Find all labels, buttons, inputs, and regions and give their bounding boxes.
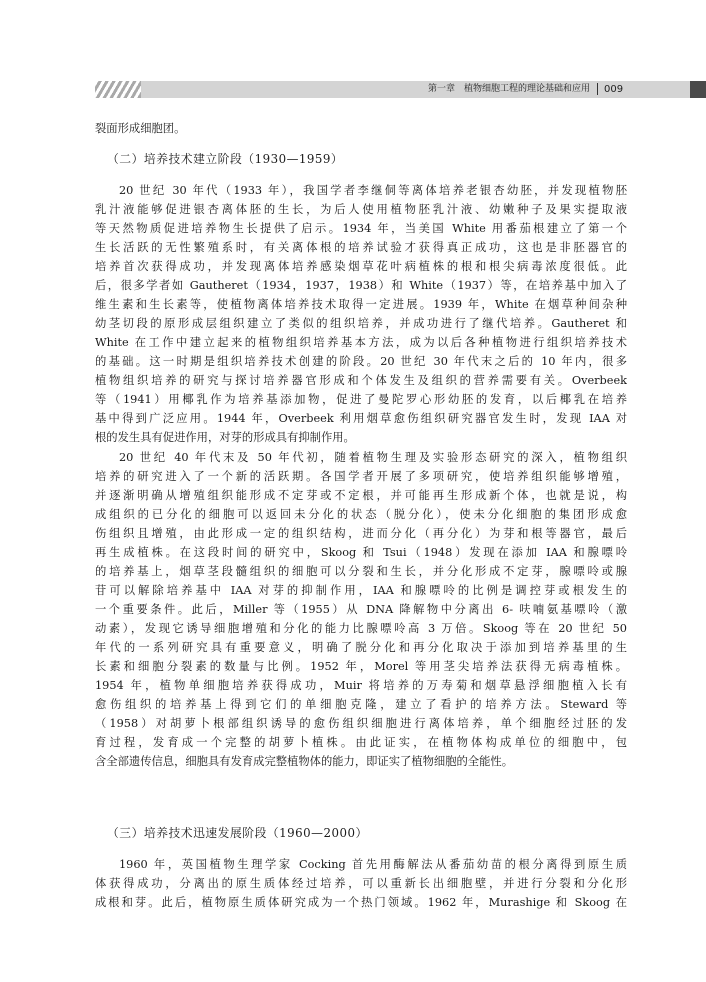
section2-paragraph-1: [95, 181, 627, 447]
text-line: 育过程，发育成一个完整的胡萝卜植株。由此证实，在植物体构成单位的细胞中，包: [95, 736, 627, 749]
text-line: 年代的一系列研究具有重要意义，明确了脱分化和再分化取决于添加到培养基里的生: [95, 641, 627, 654]
text-line: 根的发生具有促进作用，对芽的形成具有抑制作用。: [95, 431, 355, 444]
text-line: （1958）对胡萝卜根部组织诱导的愈伤组织细胞进行离体培养，单个细胞经过胚的发: [95, 717, 627, 730]
intro-paragraph: [95, 119, 627, 138]
text-line: 后，很多学者如 Gautheret（1934，1937，1938）和 White（1937）等，在培养基中加入了: [95, 279, 627, 292]
text-line: 1960 年，英国植物生理学家 Cocking 首先用酶解法从番茄幼苗的根分离得到原生质: [119, 858, 627, 871]
section-heading-2: [95, 150, 627, 169]
text-line: 成根和芽。此后，植物原生质体研究成为一个热门领域。1962 年，Murashige 和 Skoog 在: [95, 896, 627, 909]
text-line: 等天然物质促进培养物生长提供了启示。1934 年，当美国 White 用番茄根建立了第一个: [95, 222, 627, 235]
text-line: 1954 年，植物单细胞培养获得成功，Muir 将培养的万寿菊和烟草悬浮细胞植入长有: [95, 679, 627, 692]
text-line: White 在工作中建立起来的植物组织培养基本方法，成为以后各种植物进行组织培养技术: [95, 336, 627, 349]
header-stripe-decoration: [95, 81, 141, 98]
text-line: 动素），发现它诱导细胞增殖和分化的能力比腺嘌呤高 3 万倍。Skoog 等在 20 世纪 50: [95, 622, 627, 635]
page-number: 009: [604, 84, 624, 95]
text-line: 20 世纪 40 年代末及 50 年代初，随着植物生理及实验形态研究的深入，植物组织: [119, 451, 627, 464]
text-line: 的培养基上，烟草茎段髓组织的细胞可以分裂和生长，并分化形成不定芽，腺嘌呤或腺: [95, 565, 627, 578]
chapter-title: 第一章 植物细胞工程的理论基础和应用: [427, 84, 590, 94]
section-heading-text: （三）培养技术迅速发展阶段（1960—2000）: [107, 826, 368, 840]
text-line: 植物组织培养的研究与探讨培养器官形成和个体发生及组织的营养需要有关。Overbeek: [95, 374, 627, 387]
section3-paragraph-1: [95, 855, 627, 912]
text-line: 培养的研究进入了一个新的活跃期。各国学者开展了多项研究，使培养组织能够增殖，: [95, 470, 627, 483]
text-line: 体获得成功，分离出的原生质体经过培养，可以重新长出细胞壁，并进行分裂和分化形: [95, 877, 627, 890]
text-line: 含全部遗传信息，细胞具有发育成完整植物体的能力，即证实了植物细胞的全能性。: [95, 755, 513, 768]
text-line: 并逐渐明确从增殖组织能形成不定芽或不定根，并可能再生形成新个体，也就是说，构: [95, 489, 627, 502]
text-line: 等（1941）用椰乳作为培养基添加物，促进了曼陀罗心形幼胚的发育，以后椰乳在培养: [95, 393, 627, 406]
text-line: 乳汁液能够促进银杏离体胚的生长，为后人使用植物胚乳汁液、幼嫩种子及果实提取液: [95, 203, 627, 216]
text-line: 裂面形成细胞团。: [95, 122, 186, 135]
text-line: 生长活跃的无性繁殖系时，有关离体根的培养试验才获得真正成功，这也是非胚器官的: [95, 241, 627, 254]
header-edge-tab: [690, 81, 706, 98]
text-line: 成组织的已分化的细胞可以返回未分化的状态（脱分化），使未分化细胞的集团形成愈: [95, 508, 627, 521]
text-line: 长素和细胞分裂素的数量与比例。1952 年，Morel 等用茎尖培养法获得无病毒植株。: [95, 660, 627, 673]
text-line: 的基础。这一时期是组织培养技术创建的阶段。20 世纪 30 年代末之后的 10 年内，很多: [95, 355, 627, 368]
section2-paragraph-2: [95, 448, 627, 771]
text-line: 幼茎切段的原形成层组织建立了类似的组织培养，并成功进行了继代培养。Gautheret 和: [95, 317, 627, 330]
text-line: 20 世纪 30 年代（1933 年），我国学者李继侗等离体培养老银杏幼胚，并发现植物胚: [119, 184, 627, 197]
text-line: 愈伤组织的培养基上得到它们的单细胞克隆，建立了看护的培养方法。Steward 等: [95, 698, 627, 711]
text-line: 苷可以解除培养基中 IAA 对芽的抑制作用，IAA 和腺嘌呤的比例是调控芽或根发生的: [95, 584, 627, 597]
text-line: 维生素和生长素等，使植物离体培养技术取得一定进展。1939 年，White 在烟草种间杂种: [95, 298, 627, 311]
text-line: 培养首次获得成功，并发现离体培养感染烟草花叶病植株的根和根尖病毒浓度很低。此: [95, 260, 627, 273]
section-heading-3: [95, 824, 627, 843]
text-line: 再生成植株。在这段时间的研究中，Skoog 和 Tsui（1948）发现在添加 IAA 和腺嘌呤: [95, 546, 627, 559]
section-heading-text: （二）培养技术建立阶段（1930—1959）: [107, 152, 344, 166]
text-line: 伤组织且增殖，由此形成一定的组织结构，进而分化（再分化）为芽和根等器官，最后: [95, 527, 627, 540]
text-line: 基中得到广泛应用。1944 年，Overbeek 利用烟草愈伤组织研究器官发生时，发现 IAA 对: [95, 412, 627, 425]
text-line: 一个重要条件。此后，Miller 等（1955）从 DNA 降解物中分离出 6- 呋喃氨基嘌呤（激: [95, 603, 627, 616]
header-divider: [597, 83, 598, 95]
